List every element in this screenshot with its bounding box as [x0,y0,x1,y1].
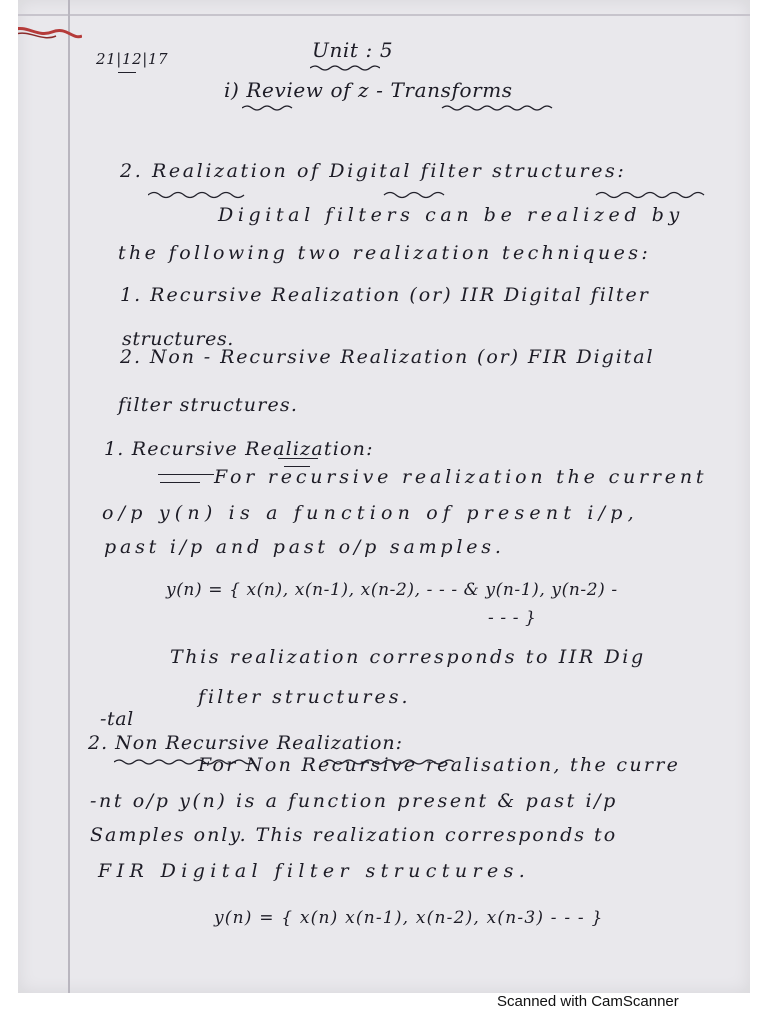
line-recursive-iir: 1. Recursive Realization (or) IIR Digital filter [120,284,650,306]
line-recursive-equation-cont: - - - } [488,608,537,628]
line-output-function: o/p y(n) is a function of present i/p, [102,502,639,524]
recursive-heading-underline-1 [158,474,214,475]
review-underline [242,104,572,112]
line-filter-structures-2: filter structures. [198,686,411,708]
binding-thread-decoration [18,22,82,52]
camscanner-watermark: Scanned with CamScanner [497,993,679,1010]
recursive-heading-underline-2 [160,482,200,483]
line-recursive-equation: y(n) = { x(n), x(n-1), x(n-2), - - - & y(n-1), y(n-2) - [166,580,618,600]
unit-title-underline [310,64,380,72]
margin-line [68,0,70,993]
line-past-samples: past i/p and past o/p samples. [104,536,505,558]
line-digital-filters: Digital filters can be realized by [218,204,684,226]
line-structures-1: structures. [122,328,234,350]
review-heading: i) Review of z - Transforms [224,78,513,102]
line-non-recursive-fir: 2. Non - Recursive Realization (or) FIR Digital [120,346,655,368]
date: 21|12|17 [96,50,169,68]
line-non-recursive-equation: y(n) = { x(n) x(n-1), x(n-2), x(n-3) - - - } [214,908,604,928]
line-tal: -tal [100,708,134,730]
unit-title: Unit : 5 [312,38,394,62]
line-non-recursive-heading: 2. Non Recursive Realization: [88,732,404,754]
line-for-recursive: For recursive realization the current [214,466,708,488]
line-following: the following two realization techniques: [118,242,652,264]
top-rule-line [18,14,750,16]
line-realization-heading: 2. Realization of Digital filter structures: [120,160,627,182]
line-current-output: -nt o/p y(n) is a function present & past i/p [90,790,618,812]
line-corresponds-iir: This realization corresponds to IIR Dig [170,646,646,668]
date-underline [118,72,136,73]
notebook-page [18,0,750,993]
line-for-non-recursive: For Non Recursive realisation, the curre [198,754,681,776]
line-filter-structures-1: filter structures. [118,394,299,416]
line-recursive-heading: 1. Recursive Realization: [104,438,374,460]
realization-heading-underline [148,190,728,200]
line-fir-structures: FIR Digital filter structures. [98,860,531,882]
line-samples-only: Samples only. This realization corresponds to [90,824,618,846]
recursive-heading-underline-3 [278,458,318,459]
